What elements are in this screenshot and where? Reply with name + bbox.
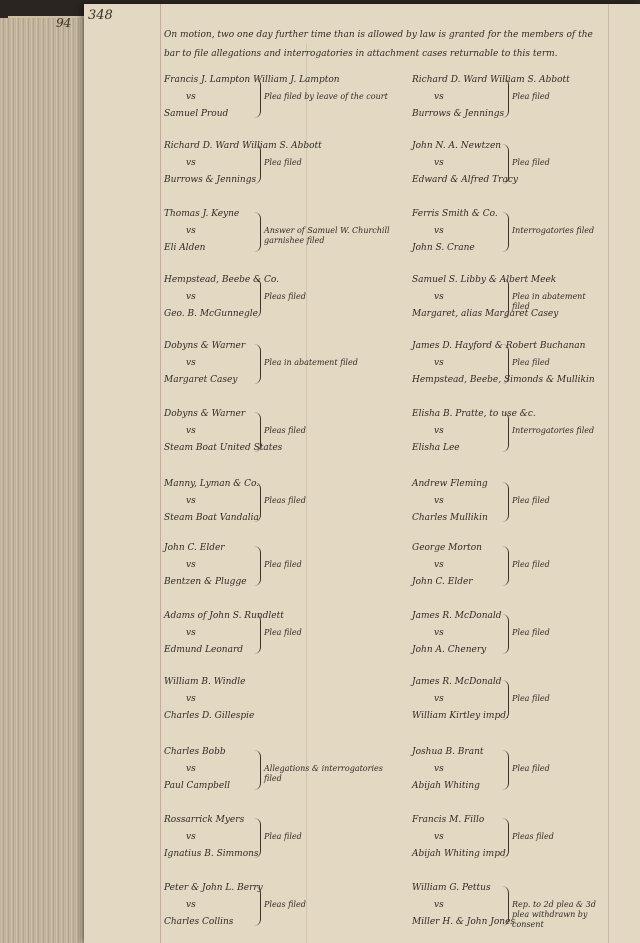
case-plaintiff: Adams of John S. Rundlett (164, 611, 284, 621)
case-vs: vs (434, 764, 444, 774)
case-defendant: Edmund Leonard (164, 645, 244, 655)
brace-mark (502, 278, 509, 318)
case-note: Plea in abatement filed (512, 292, 586, 311)
case-vs: vs (434, 358, 444, 368)
margin-rule-right (608, 4, 609, 943)
case-vs: vs (186, 496, 196, 506)
case-vs: vs (186, 832, 196, 842)
brace-mark (502, 750, 509, 790)
case-plaintiff: Manny, Lyman & Co. (164, 479, 260, 489)
case-plaintiff: William B. Windle (164, 677, 246, 687)
case-defendant: Margaret, alias Margaret Casey (412, 309, 559, 319)
case-plaintiff: Elisha B. Pratte, to use &c. (412, 409, 536, 419)
brace-mark (502, 412, 509, 452)
brace-mark (254, 78, 261, 118)
case-defendant: Charles Mullikin (412, 513, 488, 523)
case-defendant: Paul Campbell (164, 781, 230, 791)
case-plaintiff: Francis M. Fillo (412, 815, 485, 825)
case-vs: vs (434, 560, 444, 570)
case-note: Plea filed (512, 628, 550, 637)
case-vs: vs (186, 560, 196, 570)
case-note: Plea filed (512, 560, 550, 569)
brace-mark (254, 614, 261, 654)
brace-mark (254, 412, 261, 452)
case-plaintiff: Dobyns & Warner (164, 409, 246, 419)
case-vs: vs (434, 694, 444, 704)
case-entry (412, 478, 606, 530)
case-defendant: John C. Elder (412, 577, 473, 587)
brace-mark (502, 212, 509, 252)
case-plaintiff: George Morton (412, 543, 482, 553)
case-vs: vs (434, 92, 444, 102)
case-defendant: Elisha Lee (412, 443, 460, 453)
case-note: Rep. to 2d plea & 3d plea withdrawn by consent (512, 900, 596, 929)
case-defendant: Edward & Alfred Tracy (412, 175, 518, 185)
case-entry (412, 610, 606, 662)
brace-mark (502, 144, 509, 184)
case-defendant: Hempstead, Beebe, Simonds & Mullikin (412, 375, 595, 385)
brace-mark (502, 680, 509, 720)
case-entry (412, 746, 606, 798)
case-entry (164, 814, 400, 866)
case-plaintiff: Richard D. Ward William S. Abbott (412, 75, 570, 85)
case-plaintiff: John C. Elder (164, 543, 225, 553)
case-plaintiff: Thomas J. Keyne (164, 209, 240, 219)
case-vs: vs (186, 628, 196, 638)
case-note: Answer of Samuel W. Churchill garnishee filed (264, 226, 390, 245)
case-defendant: Steam Boat Vandalia (164, 513, 259, 523)
case-entry (412, 542, 606, 594)
case-vs: vs (434, 496, 444, 506)
case-plaintiff: Ferris Smith & Co. (412, 209, 498, 219)
case-vs: vs (186, 92, 196, 102)
book-page-edges (0, 18, 90, 943)
case-entry (412, 74, 606, 126)
case-defendant: Abijah Whiting impd. (412, 849, 509, 859)
case-plaintiff: Hempstead, Beebe & Co. (164, 275, 279, 285)
case-note: Plea filed (264, 158, 302, 167)
case-note: Plea filed (512, 158, 550, 167)
case-vs: vs (186, 292, 196, 302)
case-vs: vs (434, 292, 444, 302)
brace-mark (254, 278, 261, 318)
case-entry (164, 882, 400, 934)
case-note: Allegations & interrogatories filed (264, 764, 383, 783)
case-plaintiff: Samuel S. Libby & Albert Meek (412, 275, 557, 285)
brace-mark (502, 482, 509, 522)
brace-mark (254, 482, 261, 522)
ledger-page (56, 4, 640, 943)
case-entry (164, 408, 400, 460)
intro-paragraph: On motion, two one day further time than is allowed by law is granted for the members of the bar to file allegations and interrogatories in attachment cases returnable to this term. (164, 30, 593, 59)
case-note: Plea filed (512, 764, 550, 773)
brace-mark (254, 144, 261, 184)
case-plaintiff: James R. McDonald (412, 611, 502, 621)
case-vs: vs (186, 900, 196, 910)
brace-mark (254, 212, 261, 252)
brace-mark (502, 614, 509, 654)
case-note: Plea filed (512, 694, 550, 703)
case-entry (412, 140, 606, 192)
case-entry (164, 140, 400, 192)
page-number: 348 (88, 8, 113, 23)
case-vs: vs (434, 426, 444, 436)
case-note: Plea filed by leave of the court (264, 92, 388, 101)
case-defendant: Burrows & Jennings (412, 109, 505, 119)
case-plaintiff: James R. McDonald (412, 677, 502, 687)
case-note: Plea filed (512, 92, 550, 101)
brace-mark (254, 818, 261, 858)
case-plaintiff: James D. Hayford & Robert Buchanan (412, 341, 586, 351)
case-entry (412, 882, 606, 934)
case-vs: vs (186, 158, 196, 168)
case-entry (164, 340, 400, 392)
case-entry (412, 676, 606, 728)
brace-mark (254, 546, 261, 586)
case-defendant: Eli Alden (164, 243, 206, 253)
case-entry (164, 74, 400, 126)
case-note: Pleas filed (512, 832, 554, 841)
case-defendant: Margaret Casey (164, 375, 238, 385)
case-vs: vs (434, 628, 444, 638)
case-vs: vs (434, 158, 444, 168)
case-entry (164, 542, 400, 594)
case-entry (164, 676, 400, 728)
case-plaintiff: Francis J. Lampton William J. Lampton (164, 75, 340, 85)
case-defendant: Geo. B. McGunnegle (164, 309, 258, 319)
case-vs: vs (434, 832, 444, 842)
case-note: Pleas filed (264, 426, 306, 435)
case-entry (412, 408, 606, 460)
case-vs: vs (186, 226, 196, 236)
case-defendant: John A. Chenery (412, 645, 487, 655)
case-defendant: Steam Boat United States (164, 443, 283, 453)
case-plaintiff: Rossarrick Myers (164, 815, 245, 825)
case-entry (412, 274, 606, 326)
brace-mark (254, 750, 261, 790)
case-note: Pleas filed (264, 292, 306, 301)
case-defendant: Charles Collins (164, 917, 234, 927)
case-entry (164, 208, 400, 260)
case-vs: vs (186, 358, 196, 368)
case-entry (164, 610, 400, 662)
margin-rule-left (160, 4, 161, 943)
brace-mark (254, 886, 261, 926)
case-note: Plea in abatement filed (264, 358, 358, 367)
case-vs: vs (186, 694, 196, 704)
case-vs: vs (186, 426, 196, 436)
case-note: Plea filed (512, 358, 550, 367)
brace-mark (254, 344, 261, 384)
case-note: Pleas filed (264, 496, 306, 505)
case-note: Pleas filed (264, 900, 306, 909)
case-entry (412, 814, 606, 866)
brace-mark (502, 78, 509, 118)
case-note: Interrogatories filed (512, 426, 595, 435)
case-entry (412, 340, 606, 392)
case-plaintiff: Peter & John L. Berry (164, 883, 263, 893)
case-entry (164, 274, 400, 326)
case-defendant: Ignatius B. Simmons (164, 849, 259, 859)
brace-mark (502, 344, 509, 384)
brace-mark (502, 546, 509, 586)
case-note: Plea filed (264, 628, 302, 637)
case-vs: vs (434, 900, 444, 910)
case-defendant: Samuel Proud (164, 109, 229, 119)
case-defendant: Abijah Whiting (412, 781, 480, 791)
case-entry (164, 746, 400, 798)
case-plaintiff: William G. Pettus (412, 883, 491, 893)
case-note: Plea filed (264, 832, 302, 841)
case-defendant: William Kirtley impd. (412, 711, 509, 721)
case-defendant: Bentzen & Plugge (164, 577, 247, 587)
case-defendant: Miller H. & John Jones (412, 917, 516, 927)
case-vs: vs (186, 764, 196, 774)
brace-mark (502, 818, 509, 858)
case-entry (164, 478, 400, 530)
case-plaintiff: Richard D. Ward William S. Abbott (164, 141, 322, 151)
case-note: Plea filed (264, 560, 302, 569)
case-defendant: Burrows & Jennings (164, 175, 257, 185)
underlying-page-number: 94 (56, 16, 72, 30)
case-defendant: Charles D. Gillespie (164, 711, 255, 721)
case-plaintiff: Dobyns & Warner (164, 341, 246, 351)
case-note: Interrogatories filed (512, 226, 595, 235)
case-plaintiff: John N. A. Newtzen (412, 141, 502, 151)
case-vs: vs (434, 226, 444, 236)
brace-mark (502, 886, 509, 926)
case-plaintiff: Joshua B. Brant (412, 747, 484, 757)
case-defendant: John S. Crane (412, 243, 475, 253)
case-plaintiff: Charles Bobb (164, 747, 226, 757)
case-note: Plea filed (512, 496, 550, 505)
case-plaintiff: Andrew Fleming (412, 479, 488, 489)
case-entry (412, 208, 606, 260)
